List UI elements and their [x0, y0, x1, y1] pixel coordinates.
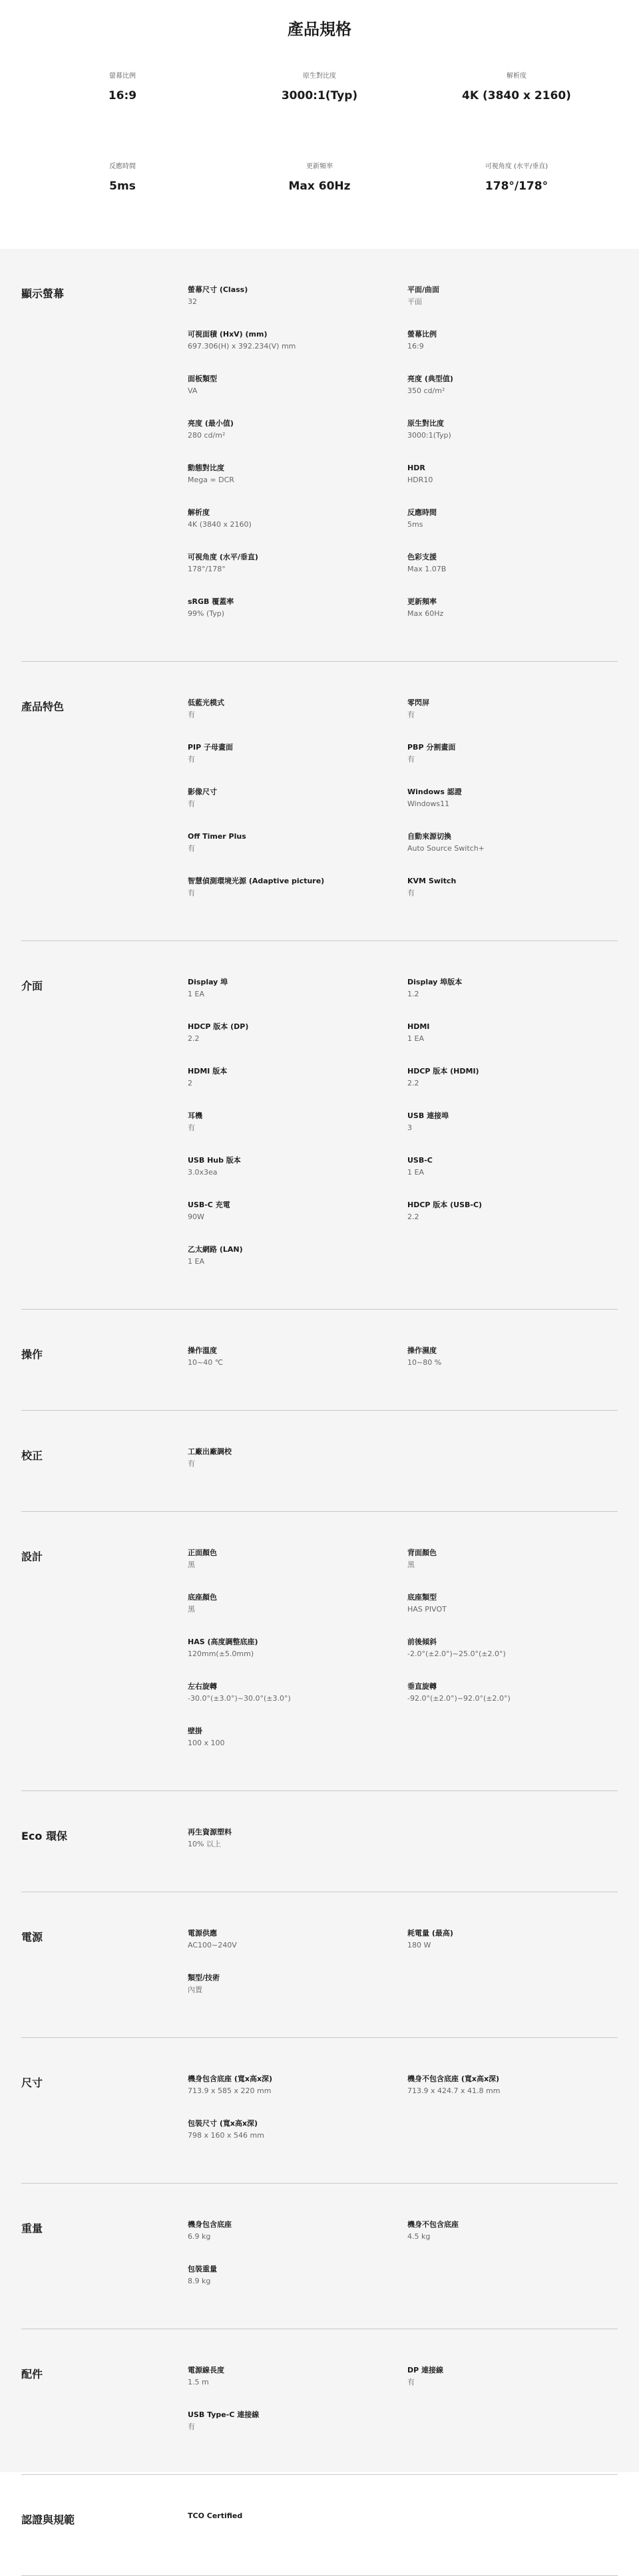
- spec-value: 798 x 160 x 546 mm: [188, 2131, 264, 2140]
- spec-value: Windows11: [407, 799, 450, 808]
- spec-label: 壁掛: [188, 1727, 202, 1735]
- spec-item: [407, 1022, 618, 1066]
- spec-value: 有: [188, 799, 195, 808]
- spec-label: USB-C: [407, 1156, 433, 1165]
- section-title: 設計: [21, 1550, 43, 1563]
- spec-value: HDR10: [407, 476, 433, 484]
- spec-item: [188, 2219, 407, 2264]
- spec-section: [21, 2329, 618, 2475]
- section-items: [188, 1892, 618, 2037]
- spec-section: [21, 249, 618, 662]
- highlight-value: 5ms: [109, 180, 136, 193]
- spec-section: [21, 941, 618, 1310]
- spec-label: 螢幕比例: [407, 330, 437, 339]
- spec-item: [188, 876, 407, 921]
- spec-value: 697.306(H) x 392.234(V) mm: [188, 342, 296, 351]
- spec-label: KVM Switch: [407, 877, 457, 885]
- section-title: Eco 環保: [21, 1830, 67, 1842]
- spec-label: HDMI: [407, 1022, 430, 1031]
- section-title: 尺寸: [21, 2076, 43, 2089]
- spec-item: [407, 329, 618, 374]
- spec-label: 背面顏色: [407, 1548, 437, 1557]
- spec-item: [407, 1681, 618, 1726]
- spec-item: [188, 1111, 407, 1155]
- spec-section: [21, 1791, 618, 1892]
- spec-label: HDR: [407, 464, 425, 472]
- spec-label: Display 埠: [188, 978, 228, 986]
- highlight-label: 反應時間: [109, 163, 136, 170]
- spec-label: 零閃屏: [407, 698, 429, 707]
- spec-item: [188, 1592, 407, 1637]
- spec-value: 有: [407, 2378, 415, 2386]
- spec-table: [0, 249, 639, 2526]
- spec-label: HDCP 版本 (HDMI): [407, 1067, 479, 1075]
- spec-item: [407, 1155, 618, 1200]
- spec-item: [188, 1973, 407, 2017]
- spec-label: 電源供應: [188, 1929, 217, 1937]
- spec-value: 10~40 ℃: [188, 1358, 224, 1367]
- spec-section: [21, 1310, 618, 1411]
- spec-label: Display 埠版本: [407, 978, 463, 986]
- spec-value: 3: [407, 1123, 412, 1132]
- spec-item: [407, 1637, 618, 1681]
- spec-item: [407, 831, 618, 876]
- spec-label: 再生資源塑料: [188, 1828, 232, 1836]
- spec-value: 有: [188, 844, 195, 853]
- section-title: 認證與規範: [21, 2513, 75, 2526]
- spec-item: [407, 1346, 618, 1390]
- spec-item: [407, 876, 618, 921]
- section-items: [188, 662, 618, 940]
- spec-label: Off Timer Plus: [188, 832, 246, 841]
- spec-label: 低藍光模式: [188, 698, 224, 707]
- spec-item: [188, 2074, 407, 2118]
- spec-item: [407, 787, 618, 831]
- spec-item: [407, 2219, 618, 2264]
- section-items: [188, 1512, 618, 1790]
- spec-item: [188, 1066, 407, 1111]
- spec-label: 自動來源切換: [407, 832, 451, 841]
- spec-item: [407, 552, 618, 597]
- spec-section: [21, 1892, 618, 2038]
- spec-value: 1 EA: [407, 1034, 424, 1043]
- spec-value: 1 EA: [407, 1168, 424, 1177]
- spec-item: [188, 1447, 407, 1491]
- spec-value: VA: [188, 386, 198, 395]
- spec-label: 平面/曲面: [407, 285, 440, 294]
- spec-item: [407, 2074, 618, 2118]
- spec-value: 有: [407, 889, 415, 897]
- highlight-label: 原生對比度: [303, 72, 336, 80]
- spec-value: 90W: [188, 1213, 204, 1221]
- spec-value: -2.0°(±2.0°)~25.0°(±2.0°): [407, 1649, 506, 1658]
- spec-item: [407, 597, 618, 641]
- spec-label: 可視面積 (HxV) (mm): [188, 330, 268, 339]
- highlight-value: 4K (3840 x 2160): [462, 89, 571, 102]
- spec-value: Max 1.07B: [407, 565, 447, 573]
- section-items: [188, 941, 618, 1309]
- spec-value: 178°/178°: [188, 565, 226, 573]
- highlight-value: Max 60Hz: [288, 180, 351, 193]
- spec-value: 有: [188, 1459, 195, 1468]
- spec-label: 動態對比度: [188, 464, 224, 472]
- spec-value: 1 EA: [188, 1257, 204, 1266]
- spec-label: 智慧偵測環境光源 (Adaptive picture): [188, 877, 325, 885]
- spec-item: [188, 742, 407, 787]
- section-title: 校正: [21, 1449, 43, 1462]
- section-items: [188, 2475, 618, 2575]
- spec-item: [407, 1928, 618, 1973]
- spec-label: 更新頻率: [407, 597, 437, 606]
- spec-item: [188, 597, 407, 641]
- spec-value: 2: [188, 1079, 192, 1087]
- spec-value: Max 60Hz: [407, 609, 444, 618]
- spec-value: HAS PIVOT: [407, 1605, 447, 1614]
- spec-item: [188, 1928, 407, 1973]
- spec-item: [188, 1827, 407, 1872]
- spec-value: 16:9: [407, 342, 424, 351]
- spec-value: 10~80 %: [407, 1358, 442, 1367]
- spec-value: 32: [188, 297, 197, 306]
- spec-section: [21, 1512, 618, 1791]
- section-title: 電源: [21, 1931, 43, 1943]
- spec-item: [188, 831, 407, 876]
- spec-item: [188, 463, 407, 507]
- spec-value: 2.2: [407, 1079, 419, 1087]
- spec-label: HDMI 版本: [188, 1067, 228, 1075]
- spec-item: [188, 418, 407, 463]
- spec-label: 左右旋轉: [188, 1682, 217, 1691]
- spec-label: 亮度 (典型值): [407, 374, 453, 383]
- section-items: [188, 2329, 618, 2474]
- highlight-label: 螢幕比例: [109, 72, 136, 80]
- spec-label: 色彩支援: [407, 553, 437, 561]
- spec-label: sRGB 覆蓋率: [188, 597, 234, 606]
- spec-item: [407, 977, 618, 1022]
- spec-item: [407, 1592, 618, 1637]
- highlight-item: [418, 68, 615, 157]
- spec-item: [407, 2365, 618, 2410]
- spec-item: [188, 285, 407, 329]
- highlight-value: 178°/178°: [485, 180, 548, 193]
- spec-label: 可視角度 (水平/垂直): [188, 553, 258, 561]
- spec-value: 有: [407, 755, 415, 764]
- spec-value: -92.0°(±2.0°)~92.0°(±2.0°): [407, 1694, 511, 1703]
- spec-label: USB 連接埠: [407, 1111, 449, 1120]
- spec-label: 原生對比度: [407, 419, 444, 428]
- spec-item: [188, 2118, 407, 2163]
- section-items: [188, 1411, 618, 1511]
- spec-value: 3.0x3ea: [188, 1168, 218, 1177]
- spec-label: Windows 認證: [407, 787, 462, 796]
- spec-label: 影像尺寸: [188, 787, 217, 796]
- section-title: 產品特色: [21, 700, 65, 713]
- spec-label: 機身包含底座: [188, 2220, 232, 2229]
- spec-value: 713.9 x 585 x 220 mm: [188, 2086, 272, 2095]
- spec-label: HDCP 版本 (DP): [188, 1022, 249, 1031]
- spec-value: 有: [188, 755, 195, 764]
- spec-item: [407, 418, 618, 463]
- spec-value: 平面: [407, 297, 422, 306]
- spec-item: [407, 507, 618, 552]
- spec-value: AC100~240V: [188, 1941, 237, 1949]
- spec-label: 電源線長度: [188, 2366, 224, 2374]
- spec-label: 機身包含底座 (寬x高x深): [188, 2075, 273, 2083]
- spec-item: [188, 1200, 407, 1244]
- spec-section: [21, 1411, 618, 1512]
- spec-item: [188, 1346, 407, 1390]
- spec-value: 5ms: [407, 520, 423, 529]
- spec-value: 1.2: [407, 990, 419, 998]
- spec-label: 工廠出廠調校: [188, 1447, 232, 1456]
- spec-item: [188, 1637, 407, 1681]
- spec-label: 反應時間: [407, 508, 437, 517]
- spec-item: [188, 2511, 407, 2555]
- highlight-label: 更新頻率: [306, 163, 333, 170]
- spec-label: 垂直旋轉: [407, 1682, 437, 1691]
- spec-item: [407, 374, 618, 418]
- spec-value: 2.2: [188, 1034, 200, 1043]
- spec-item: [407, 1200, 618, 1244]
- spec-value: 2.2: [407, 1213, 419, 1221]
- spec-value: 6.9 kg: [188, 2232, 211, 2241]
- section-items: [188, 1791, 618, 1892]
- highlight-item: [24, 68, 221, 157]
- highlight-item: [24, 158, 221, 247]
- spec-item: [188, 977, 407, 1022]
- section-items: [188, 1310, 618, 1410]
- highlight-value: 16:9: [108, 89, 137, 102]
- section-title: 操作: [21, 1348, 43, 1361]
- page-title: 產品規格: [288, 20, 351, 39]
- spec-value: 有: [407, 710, 415, 719]
- spec-item: [188, 698, 407, 742]
- spec-label: HAS (高度調整底座): [188, 1638, 258, 1646]
- spec-value: 內置: [188, 1985, 202, 1994]
- spec-value: 有: [188, 2422, 195, 2431]
- spec-value: 3000:1(Typ): [407, 431, 451, 440]
- spec-item: [188, 507, 407, 552]
- spec-section: [21, 662, 618, 941]
- spec-value: 黑: [188, 1605, 195, 1614]
- spec-item: [407, 698, 618, 742]
- spec-item: [188, 329, 407, 374]
- section-title: 重量: [21, 2222, 43, 2235]
- spec-item: [407, 1548, 618, 1592]
- spec-item: [188, 1244, 407, 1289]
- spec-value: 有: [188, 1123, 195, 1132]
- highlight-item: [221, 68, 418, 157]
- section-title: 配件: [21, 2368, 43, 2380]
- spec-label: USB Hub 版本: [188, 1156, 241, 1165]
- spec-label: TCO Certified: [188, 2511, 243, 2520]
- spec-item: [188, 1726, 407, 1771]
- spec-value: 99% (Typ): [188, 609, 225, 618]
- spec-label: 包裝尺寸 (寬x高x深): [188, 2119, 258, 2128]
- spec-label: 乙太網路 (LAN): [188, 1245, 243, 1254]
- spec-label: USB-C 充電: [188, 1201, 230, 1209]
- spec-value: Mega ∞ DCR: [188, 476, 234, 484]
- section-title: 顯示螢幕: [21, 287, 65, 300]
- spec-highlights: [0, 52, 639, 249]
- spec-label: 解析度: [188, 508, 210, 517]
- spec-label: 機身不包含底座: [407, 2220, 459, 2229]
- spec-label: 前後傾斜: [407, 1638, 437, 1646]
- spec-label: 正面顏色: [188, 1548, 217, 1557]
- spec-label: 操作濕度: [407, 1346, 437, 1355]
- spec-label: 類型/技術: [188, 1973, 220, 1982]
- spec-value: 120mm(±5.0mm): [188, 1649, 254, 1658]
- spec-value: 4.5 kg: [407, 2232, 431, 2241]
- spec-value: 180 W: [407, 1941, 431, 1949]
- spec-value: 4K (3840 x 2160): [188, 520, 252, 529]
- section-items: [188, 249, 618, 661]
- spec-item: [188, 2365, 407, 2410]
- spec-section: [21, 2475, 618, 2576]
- section-items: [188, 2184, 618, 2329]
- spec-label: 耗電量 (最高): [407, 1929, 453, 1937]
- spec-label: HDCP 版本 (USB-C): [407, 1201, 483, 1209]
- highlight-item: [418, 158, 615, 247]
- spec-value: 1 EA: [188, 990, 204, 998]
- highlight-label: 解析度: [507, 72, 527, 80]
- spec-value: Auto Source Switch+: [407, 844, 485, 853]
- spec-value: 350 cd/m²: [407, 386, 445, 395]
- spec-label: 亮度 (最小值): [188, 419, 234, 428]
- spec-item: [188, 2410, 407, 2454]
- spec-label: 螢幕尺寸 (Class): [188, 285, 248, 294]
- spec-value: 有: [188, 889, 195, 897]
- highlight-item: [221, 158, 418, 247]
- spec-value: 8.9 kg: [188, 2277, 211, 2285]
- spec-item: [188, 1022, 407, 1066]
- spec-item: [407, 285, 618, 329]
- spec-label: 底座類型: [407, 1593, 437, 1602]
- highlight-value: 3000:1(Typ): [281, 89, 358, 102]
- spec-value: -30.0°(±3.0°)~30.0°(±3.0°): [188, 1694, 291, 1703]
- highlight-label: 可視角度 (水平/垂直): [485, 163, 548, 170]
- spec-section: [21, 2184, 618, 2329]
- section-title: 介面: [21, 980, 43, 992]
- section-items: [188, 2038, 618, 2183]
- spec-item: [188, 552, 407, 597]
- spec-item: [188, 1155, 407, 1200]
- spec-item: [188, 1681, 407, 1726]
- spec-value: 713.9 x 424.7 x 41.8 mm: [407, 2086, 501, 2095]
- spec-label: DP 連接線: [407, 2366, 444, 2374]
- spec-value: 黑: [407, 1560, 415, 1569]
- spec-item: [407, 742, 618, 787]
- spec-item: [407, 463, 618, 507]
- spec-label: 機身不包含底座 (寬x高x深): [407, 2075, 500, 2083]
- spec-label: USB Type-C 連接線: [188, 2410, 260, 2419]
- spec-item: [188, 2264, 407, 2309]
- spec-section: [21, 2038, 618, 2184]
- spec-item: [188, 1548, 407, 1592]
- spec-item: [407, 1066, 618, 1111]
- spec-label: 耳機: [188, 1111, 202, 1120]
- spec-item: [407, 1111, 618, 1155]
- spec-label: PIP 子母畫面: [188, 743, 234, 752]
- spec-label: 面板類型: [188, 374, 217, 383]
- spec-value: 10% 以上: [188, 1840, 221, 1848]
- spec-value: 有: [188, 710, 195, 719]
- spec-value: 100 x 100: [188, 1739, 225, 1747]
- spec-label: 包裝重量: [188, 2265, 217, 2273]
- spec-item: [188, 374, 407, 418]
- spec-value: 1.5 m: [188, 2378, 209, 2386]
- spec-label: PBP 分割畫面: [407, 743, 456, 752]
- spec-label: 操作溫度: [188, 1346, 217, 1355]
- spec-item: [188, 787, 407, 831]
- spec-label: 底座顏色: [188, 1593, 217, 1602]
- spec-value: 黑: [188, 1560, 195, 1569]
- spec-value: 280 cd/m²: [188, 431, 226, 440]
